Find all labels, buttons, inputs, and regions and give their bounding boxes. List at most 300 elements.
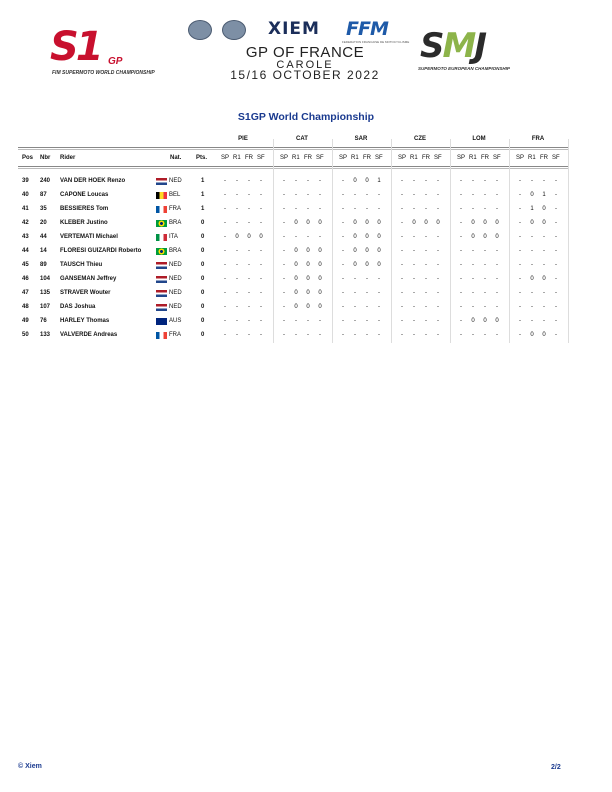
cell-result: -: [260, 276, 262, 282]
cell-result: -: [555, 192, 557, 198]
cell-pos: 50: [22, 332, 29, 338]
cell-result: 0: [306, 304, 310, 310]
cell-result: -: [354, 290, 356, 296]
cell-result: 0: [436, 220, 440, 226]
cell-result: -: [283, 234, 285, 240]
cell-result: -: [342, 276, 344, 282]
cell-result: -: [224, 276, 226, 282]
table-row: [0, 276, 612, 290]
cell-result: 0: [235, 234, 239, 240]
cell-result: -: [248, 192, 250, 198]
cell-result: -: [555, 220, 557, 226]
cell-result: -: [413, 318, 415, 324]
country-flag-icon: [156, 332, 167, 339]
sub-column-header: FR: [245, 155, 253, 161]
cell-pos: 41: [22, 206, 29, 212]
cell-result: -: [295, 178, 297, 184]
cell-result: -: [472, 262, 474, 268]
smj-logo: [414, 26, 534, 76]
country-flag-icon: [156, 248, 167, 255]
cell-result: -: [472, 332, 474, 338]
cell-result: -: [307, 192, 309, 198]
cell-result: -: [425, 206, 427, 212]
cell-result: -: [531, 262, 533, 268]
cell-result: -: [319, 192, 321, 198]
sub-column-header: FR: [304, 155, 312, 161]
cell-nbr: 20: [40, 220, 47, 226]
cell-pts: 0: [201, 262, 205, 268]
cell-result: -: [484, 332, 486, 338]
cell-result: 0: [306, 276, 310, 282]
cell-result: -: [484, 262, 486, 268]
cell-result: -: [342, 248, 344, 254]
cell-result: 0: [353, 262, 357, 268]
event-title: GP OF FRANCE: [245, 44, 365, 61]
cell-result: -: [248, 276, 250, 282]
cell-nat: ITA: [169, 234, 178, 240]
table-row: [0, 178, 612, 192]
country-flag-icon: [156, 220, 167, 227]
cell-result: -: [413, 304, 415, 310]
cell-nat: NED: [169, 262, 182, 268]
cell-result: 0: [306, 248, 310, 254]
country-flag-icon: [156, 178, 167, 185]
cell-result: -: [413, 178, 415, 184]
cell-result: -: [437, 262, 439, 268]
cell-result: 0: [306, 262, 310, 268]
cell-result: 0: [424, 220, 428, 226]
cell-result: -: [472, 178, 474, 184]
sub-column-header: SP: [221, 155, 230, 161]
cell-result: 1: [530, 206, 534, 212]
cell-result: -: [425, 192, 427, 198]
page-number: 2/2: [551, 764, 561, 771]
cell-result: 0: [495, 220, 499, 226]
cell-result: -: [555, 178, 557, 184]
cell-result: -: [236, 304, 238, 310]
cell-result: -: [224, 318, 226, 324]
cell-result: -: [248, 304, 250, 310]
cell-result: -: [224, 178, 226, 184]
cell-result: -: [555, 248, 557, 254]
col-header-nat: Nat.: [170, 155, 182, 161]
cell-result: -: [484, 192, 486, 198]
cell-nat: AUS: [169, 318, 182, 324]
cell-result: -: [260, 192, 262, 198]
country-flag-icon: [156, 234, 167, 241]
table-row: [0, 290, 612, 304]
table-row: [0, 234, 612, 248]
cell-rider: STRAVER Wouter: [60, 290, 111, 296]
cell-result: -: [437, 206, 439, 212]
event-header: PIE: [238, 136, 248, 142]
cell-result: -: [437, 276, 439, 282]
cell-result: 0: [412, 220, 416, 226]
cell-result: -: [413, 206, 415, 212]
cell-result: -: [519, 248, 521, 254]
cell-result: 1: [377, 178, 381, 184]
cell-result: -: [413, 192, 415, 198]
cell-result: -: [342, 290, 344, 296]
cell-result: 0: [294, 276, 298, 282]
cell-result: -: [378, 332, 380, 338]
cell-result: 0: [247, 234, 251, 240]
cell-result: -: [460, 276, 462, 282]
cell-result: -: [295, 234, 297, 240]
cell-result: -: [425, 332, 427, 338]
cell-result: -: [342, 318, 344, 324]
sub-column-header: SP: [516, 155, 525, 161]
cell-nat: BRA: [169, 248, 182, 254]
cell-result: -: [342, 234, 344, 240]
cell-result: -: [342, 192, 344, 198]
cell-result: -: [307, 178, 309, 184]
document-title: S1GP World Championship: [237, 111, 375, 123]
cell-result: -: [543, 248, 545, 254]
cell-pts: 0: [201, 332, 205, 338]
cell-result: -: [378, 290, 380, 296]
cell-nbr: 133: [40, 332, 51, 338]
cell-result: -: [354, 276, 356, 282]
cell-result: -: [519, 192, 521, 198]
table-rule: [18, 166, 568, 167]
cell-result: -: [236, 290, 238, 296]
s1gp-logo: [48, 22, 155, 80]
cell-result: 0: [365, 220, 369, 226]
cell-nat: NED: [169, 178, 182, 184]
cell-result: -: [378, 192, 380, 198]
table-rule: [18, 168, 568, 169]
cell-result: -: [496, 248, 498, 254]
cell-result: -: [401, 262, 403, 268]
cell-result: -: [224, 192, 226, 198]
sub-column-header: SP: [280, 155, 289, 161]
copyright: © Xiem: [18, 763, 42, 770]
cell-result: -: [484, 178, 486, 184]
cell-result: 0: [365, 262, 369, 268]
cell-result: -: [519, 276, 521, 282]
cell-nbr: 240: [40, 178, 51, 184]
cell-result: -: [248, 178, 250, 184]
table-row: [0, 262, 612, 276]
table-row: [0, 318, 612, 332]
table-row: [0, 220, 612, 234]
event-header: CAT: [296, 136, 308, 142]
cell-result: -: [519, 206, 521, 212]
cell-result: -: [460, 318, 462, 324]
cell-result: -: [283, 248, 285, 254]
cell-pos: 39: [22, 178, 29, 184]
cell-result: 0: [365, 178, 369, 184]
cell-result: 0: [483, 234, 487, 240]
cell-result: -: [283, 304, 285, 310]
cell-nbr: 76: [40, 318, 47, 324]
cell-nat: NED: [169, 304, 182, 310]
cell-result: 0: [542, 206, 546, 212]
cell-nat: FRA: [169, 332, 181, 338]
sub-column-header: R1: [410, 155, 418, 161]
cell-result: -: [236, 332, 238, 338]
cell-rider: GANSEMAN Jeffrey: [60, 276, 117, 282]
table-row: [0, 332, 612, 346]
cell-result: 0: [318, 276, 322, 282]
cell-result: 0: [495, 234, 499, 240]
cell-result: -: [460, 332, 462, 338]
col-header-pts: Pts.: [196, 155, 208, 161]
cell-result: -: [224, 332, 226, 338]
cell-result: -: [283, 178, 285, 184]
cell-result: -: [366, 206, 368, 212]
cell-result: 0: [318, 290, 322, 296]
s1gp-logo-gp: GP: [108, 56, 123, 67]
sub-column-header: SF: [375, 155, 383, 161]
cell-result: -: [425, 290, 427, 296]
cell-rider: FLORESI GUIZARDI Roberto: [60, 248, 142, 254]
cell-result: 0: [353, 220, 357, 226]
smj-logo-mark: SMJ: [420, 26, 485, 66]
cell-rider: HARLEY Thomas: [60, 318, 110, 324]
cell-pos: 48: [22, 304, 29, 310]
cell-result: -: [413, 248, 415, 254]
cell-result: -: [496, 276, 498, 282]
cell-result: -: [531, 318, 533, 324]
cell-result: -: [496, 262, 498, 268]
cell-result: -: [283, 290, 285, 296]
cell-result: -: [319, 318, 321, 324]
cell-result: 0: [483, 220, 487, 226]
cell-result: -: [484, 290, 486, 296]
cell-result: -: [307, 206, 309, 212]
cell-result: -: [342, 178, 344, 184]
cell-result: -: [319, 332, 321, 338]
cell-result: -: [413, 332, 415, 338]
cell-result: -: [319, 234, 321, 240]
cell-result: -: [366, 192, 368, 198]
cell-result: -: [555, 318, 557, 324]
cell-result: -: [437, 318, 439, 324]
cell-result: -: [401, 318, 403, 324]
cell-result: -: [224, 262, 226, 268]
cell-result: -: [283, 206, 285, 212]
cell-result: -: [437, 248, 439, 254]
cell-result: -: [378, 206, 380, 212]
col-header-nbr: Nbr: [40, 155, 51, 161]
sub-column-header: R1: [528, 155, 536, 161]
cell-nat: FRA: [169, 206, 181, 212]
cell-result: -: [472, 290, 474, 296]
cell-result: -: [401, 248, 403, 254]
cell-result: 0: [318, 220, 322, 226]
table-rule: [18, 149, 568, 150]
cell-result: -: [531, 178, 533, 184]
cell-result: -: [460, 262, 462, 268]
cell-result: -: [460, 220, 462, 226]
cell-result: -: [307, 332, 309, 338]
sub-column-header: FR: [540, 155, 548, 161]
cell-result: -: [295, 192, 297, 198]
cell-result: 0: [306, 220, 310, 226]
cell-result: -: [260, 262, 262, 268]
cell-pts: 1: [201, 192, 205, 198]
cell-result: -: [460, 234, 462, 240]
cell-result: -: [425, 178, 427, 184]
cell-result: -: [378, 304, 380, 310]
cell-result: 0: [377, 248, 381, 254]
cell-result: -: [425, 248, 427, 254]
cell-nat: NED: [169, 276, 182, 282]
cell-result: 0: [377, 262, 381, 268]
event-header: SAR: [354, 136, 368, 142]
cell-result: -: [413, 234, 415, 240]
cell-result: 0: [294, 290, 298, 296]
fim-emblem-icon: [188, 20, 212, 40]
sub-column-header: FR: [481, 155, 489, 161]
country-flag-icon: [156, 206, 167, 213]
cell-result: -: [472, 192, 474, 198]
cell-pos: 44: [22, 248, 29, 254]
cell-result: -: [295, 332, 297, 338]
cell-rider: CAPONE Loucas: [60, 192, 109, 198]
cell-result: -: [260, 304, 262, 310]
cell-nbr: 35: [40, 206, 47, 212]
cell-rider: BESSIERES Tom: [60, 206, 109, 212]
cell-result: -: [401, 206, 403, 212]
ffm-logo-subtitle: FEDERATION FRANCAISE DE MOTOCYCLISME: [342, 40, 410, 44]
cell-result: -: [248, 248, 250, 254]
cell-result: -: [543, 318, 545, 324]
cell-result: 0: [353, 178, 357, 184]
cell-result: -: [460, 192, 462, 198]
cell-result: -: [460, 206, 462, 212]
cell-pts: 0: [201, 234, 205, 240]
cell-result: -: [531, 248, 533, 254]
cell-result: -: [378, 276, 380, 282]
cell-result: -: [437, 192, 439, 198]
cell-result: -: [224, 304, 226, 310]
cell-pts: 0: [201, 304, 205, 310]
cell-pts: 1: [201, 178, 205, 184]
cell-nbr: 14: [40, 248, 47, 254]
cell-result: -: [366, 290, 368, 296]
cell-result: -: [531, 290, 533, 296]
cell-nbr: 104: [40, 276, 51, 282]
cell-result: -: [248, 206, 250, 212]
cell-nat: NED: [169, 290, 182, 296]
cell-result: 0: [294, 220, 298, 226]
cell-result: -: [472, 276, 474, 282]
event-dates: 15/16 OCTOBER 2022: [230, 68, 380, 82]
cell-result: -: [354, 304, 356, 310]
cell-result: -: [425, 304, 427, 310]
cell-result: -: [354, 332, 356, 338]
cell-result: -: [236, 220, 238, 226]
cell-result: -: [437, 290, 439, 296]
cell-result: -: [307, 318, 309, 324]
cell-result: -: [425, 276, 427, 282]
cell-result: 0: [353, 234, 357, 240]
cell-rider: KLEBER Justino: [60, 220, 108, 226]
cell-result: 0: [377, 220, 381, 226]
cell-result: -: [236, 262, 238, 268]
country-flag-icon: [156, 304, 167, 311]
cell-result: -: [236, 192, 238, 198]
sub-column-header: SP: [398, 155, 407, 161]
sponsor-logos: [184, 18, 414, 42]
cell-result: -: [401, 234, 403, 240]
cell-result: -: [519, 318, 521, 324]
cell-result: -: [519, 304, 521, 310]
cell-result: -: [342, 304, 344, 310]
cell-result: -: [484, 206, 486, 212]
sub-column-header: SF: [257, 155, 265, 161]
club-emblem-icon: [222, 20, 246, 40]
cell-result: -: [283, 220, 285, 226]
sub-column-header: SP: [339, 155, 348, 161]
cell-result: -: [295, 206, 297, 212]
cell-result: -: [496, 332, 498, 338]
cell-result: 0: [542, 332, 546, 338]
cell-result: -: [555, 290, 557, 296]
sub-column-header: R1: [351, 155, 359, 161]
cell-result: -: [401, 220, 403, 226]
cell-result: -: [283, 318, 285, 324]
cell-result: -: [555, 304, 557, 310]
cell-result: -: [342, 206, 344, 212]
cell-result: 0: [530, 276, 534, 282]
cell-result: -: [401, 332, 403, 338]
cell-nat: BRA: [169, 220, 182, 226]
table-row: [0, 206, 612, 220]
cell-result: -: [555, 262, 557, 268]
cell-result: 0: [365, 248, 369, 254]
cell-result: -: [472, 206, 474, 212]
s1gp-logo-mark: S1: [50, 24, 101, 70]
cell-result: 0: [306, 290, 310, 296]
table-row: [0, 304, 612, 318]
cell-result: 0: [542, 276, 546, 282]
cell-result: 0: [294, 262, 298, 268]
cell-result: -: [224, 234, 226, 240]
cell-pts: 0: [201, 276, 205, 282]
cell-result: -: [342, 332, 344, 338]
table-rule: [18, 147, 568, 148]
country-flag-icon: [156, 262, 167, 269]
cell-result: -: [307, 234, 309, 240]
cell-pts: 0: [201, 318, 205, 324]
event-header: CZE: [414, 136, 426, 142]
cell-pos: 45: [22, 262, 29, 268]
cell-result: -: [413, 276, 415, 282]
cell-result: 0: [495, 318, 499, 324]
cell-result: 1: [542, 192, 546, 198]
country-flag-icon: [156, 318, 167, 325]
cell-result: 0: [294, 304, 298, 310]
cell-result: -: [519, 262, 521, 268]
cell-result: -: [224, 206, 226, 212]
cell-result: -: [519, 290, 521, 296]
cell-result: -: [366, 332, 368, 338]
cell-nbr: 87: [40, 192, 47, 198]
cell-result: -: [401, 276, 403, 282]
cell-result: -: [555, 332, 557, 338]
cell-pos: 43: [22, 234, 29, 240]
cell-result: -: [555, 234, 557, 240]
cell-result: -: [342, 262, 344, 268]
cell-result: -: [496, 304, 498, 310]
cell-result: -: [472, 248, 474, 254]
sub-column-header: SF: [316, 155, 324, 161]
table-row: [0, 192, 612, 206]
